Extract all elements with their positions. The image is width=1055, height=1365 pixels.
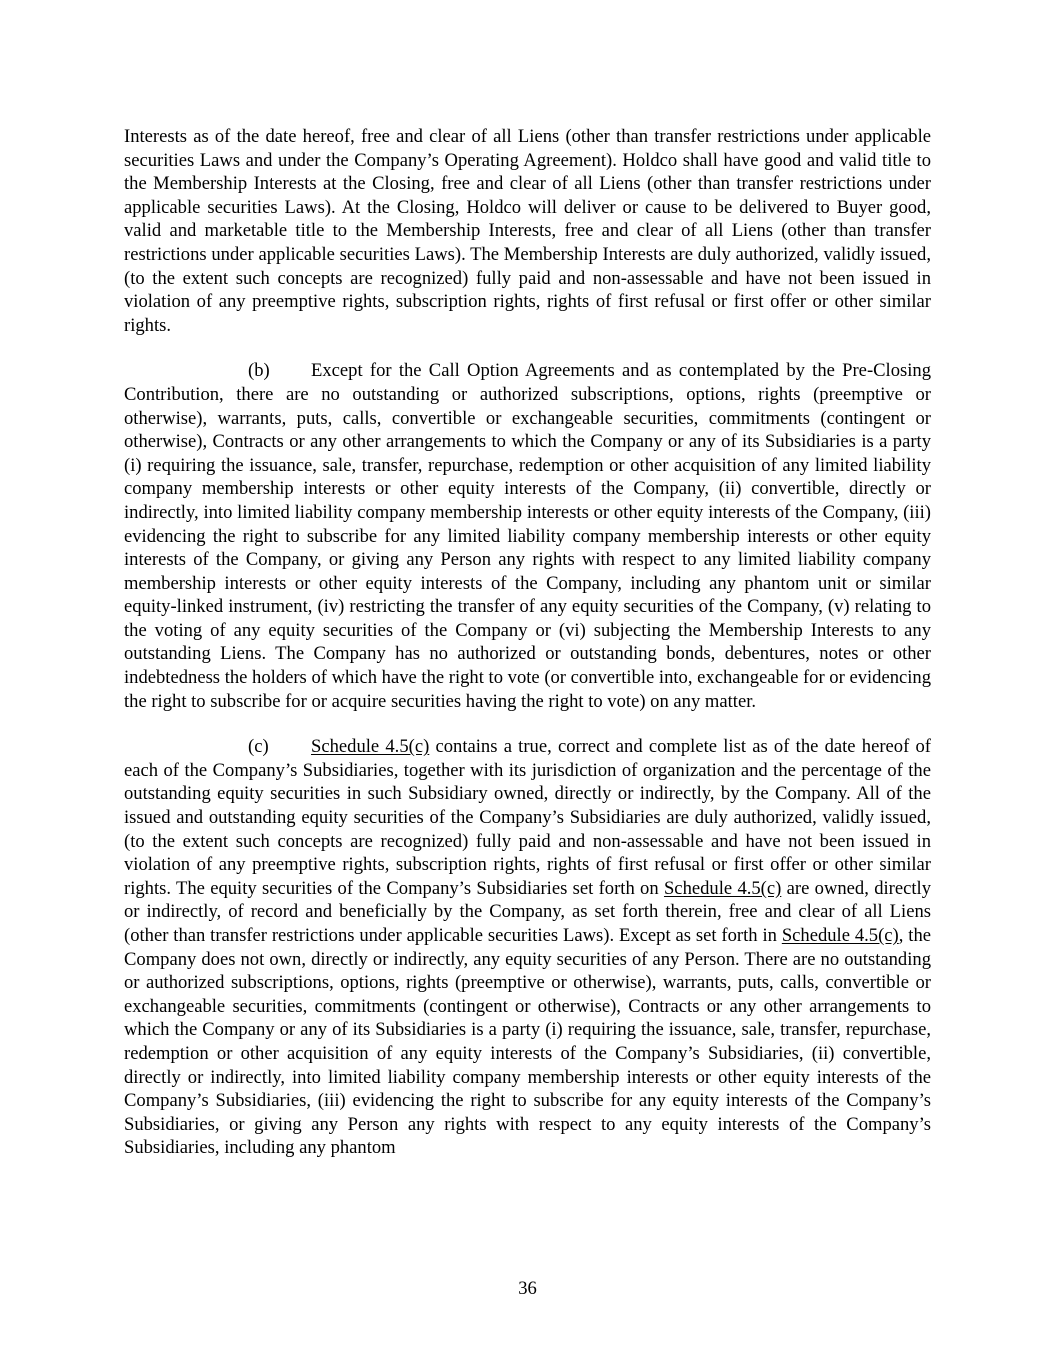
page-number: 36 <box>518 1278 537 1299</box>
paragraph-a-continuation: Interests as of the date hereof, free and clear of all Liens (other than transfer restrictions under applicable securities Laws and under the Company’s Operating Agreement). Holdco shall have good and valid title to the Membership Interests at the Closing, free and clear of all Liens (other than transfer restrictions under applicable securities Laws). At the Closing, Holdco will deliver or cause to be delivered to Buyer good, valid and marketable title to the Membership Interests, free and clear of all Liens (other than transfer restrictions under applicable securities Laws). The Membership Interests are duly authorized, validly issued, (to the extent such concepts are recognized) fully paid and non-assessable and have not been issued in violation of any preemptive rights, subscription rights, rights of first refusal or first offer or other similar rights. <box>124 126 931 336</box>
schedule-reference: Schedule 4.5(c) <box>781 925 899 946</box>
paragraph-b-label: (b) <box>248 360 270 382</box>
schedule-reference: Schedule 4.5(c) <box>663 877 782 899</box>
page-body <box>124 125 931 1182</box>
paragraph-c-text-2: are owned, directly or indirectly, of record and beneficially by the Company, as set forth therein, free and clear of all Liens (other than transfer restrictions under applicable securities Laws). Except as set forth in <box>124 877 931 946</box>
paragraph-c <box>124 735 931 1160</box>
schedule-reference: Schedule 4.5(c) <box>311 736 430 758</box>
paragraph-b-text: Except for the Call Option Agreements and as contemplated by the Pre-Closing Contribution, there are no outstanding or authorized subscriptions, options, rights (preemptive or otherwise), warrants, puts, calls, convertible or exchangeable securities, commitments (contingent or otherwise), Contracts or any other arrangements to which the Company or any of its Subsidiaries is a party (i) requiring the issuance, sale, transfer, repurchase, redemption or other acquisition of any limited liability company membership interests or other equity interests of the Company, (ii) convertible, directly or indirectly, into limited liability company membership interests or other equity interests of the Company, (iii) evidencing the right to subscribe for any limited liability company membership interests or other equity interests of the Company, or giving any Person any rights with respect to any limited liability company membership interests or other equity interests of the Company, including any phantom unit or similar equity-linked instrument, (iv) restricting the transfer of any equity securities of the Company, (v) relating to the voting of any equity securities of the Company or (vi) subjecting the Membership Interests to any outstanding Liens. The Company has no authorized or outstanding bonds, debentures, notes or other indebtedness the holders of which have the right to vote (or convertible into, exchangeable for or evidencing the right to subscribe for or acquire securities having the right to vote) on any matter. <box>124 360 932 712</box>
paragraph-c-text-1: contains a true, correct and complete list as of the date hereof of each of the Company’s Subsidiaries, together with its jurisdiction of organization and the percentage of the outstanding equity securities in such Subsidiary owned, directly or indirectly, by the Company. All of the issued and outstanding equity securities of the Company’s Subsidiaries are duly authorized, validly issued, (to the extent such concepts are recognized) fully paid and non-assessable and have not been issued in violation of any preemptive rights, subscription rights, rights of first refusal or first offer or other similar rights. The equity securities of the Company’s Subsidiaries set forth on <box>124 736 931 899</box>
paragraph-c-text-3: , the Company does not own, directly or indirectly, any equity securities of any Person. There are no outstanding or authorized subscriptions, options, rights (preemptive or otherwise), warrants, puts, calls, convertible or exchangeable securities, commitments (contingent or otherwise), Contracts or any other arrangements to which the Company or any of its Subsidiaries is a party (i) requiring the issuance, sale, transfer, repurchase, redemption or other acquisition of any equity interests of the Company’s Subsidiaries, (ii) convertible, directly or indirectly, into limited liability company membership interests or other equity interests of the Company’s Subsidiaries, (iii) evidencing the right to subscribe for any equity interests of the Company’s Subsidiaries, or giving any Person any rights with respect to any equity interests of the Company’s Subsidiaries, including any phantom <box>124 925 932 1159</box>
paragraph-c-label: (c) <box>248 736 269 758</box>
paragraph-b <box>124 359 931 713</box>
